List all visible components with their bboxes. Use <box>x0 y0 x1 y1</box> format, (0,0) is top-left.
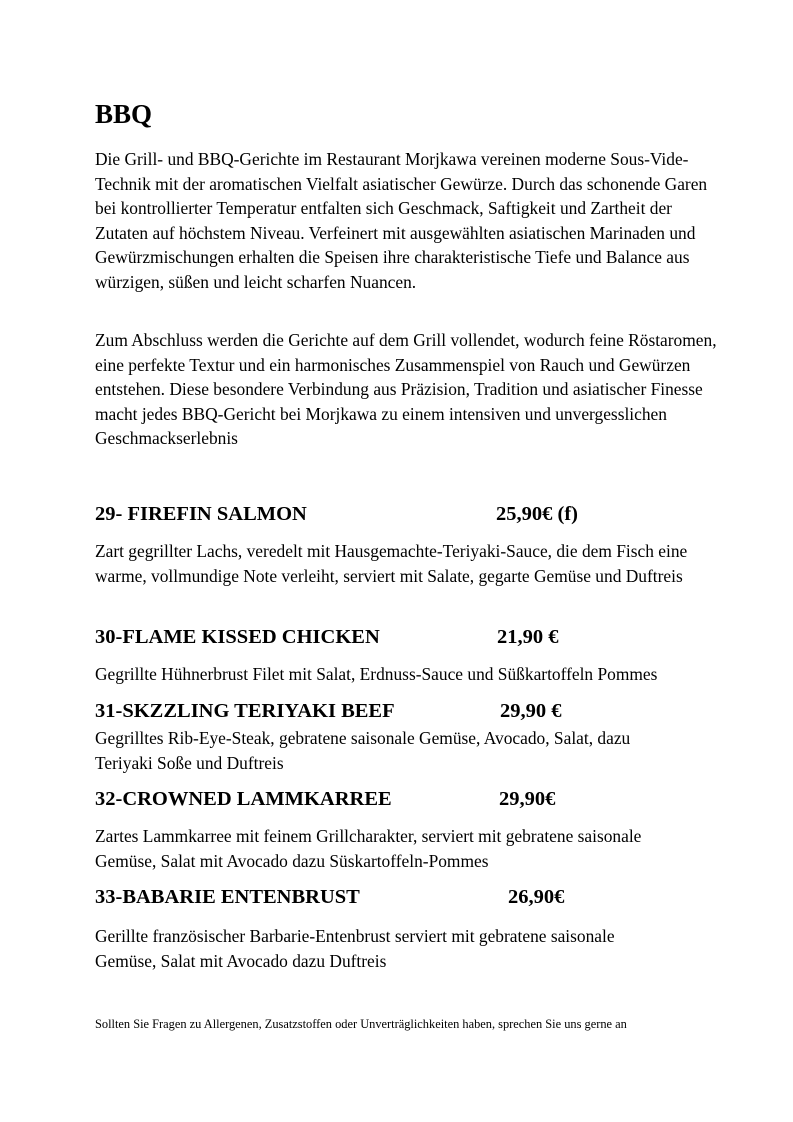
dish-price: 25,90€ (f) <box>496 503 578 525</box>
section-title: BBQ <box>95 99 153 129</box>
dish-description: Zartes Lammkarree mit feinem Grillcharakter, serviert mit gebratene saisonale Gemüse, Salat mit Avocado dazu Süskartoffeln-Pommes <box>95 826 642 871</box>
dish-price: 26,90€ <box>508 886 565 908</box>
dish-price: 29,90 € <box>500 700 562 722</box>
dish-name: 33-BABARIE ENTENBRUST <box>95 886 360 908</box>
intro-paragraph: Die Grill- und BBQ-Gerichte im Restaurant Morjkawa vereinen moderne Sous-Vide-Technik mit der aromatischen Vielfalt asiatischer Gewürze. Durch das schonende Garen bei kontrollierter Temperatur entfalten sich Geschmack, Saftigkeit und Zartheit der Zutaten auf höchstem Niveau. Verfeinert mit ausgewählten asiatischen Marinaden und Gewürzmischungen erhalten die Speisen ihre charakteristische Tiefe und Balance aus würzigen, süßen und leicht scharfen Nuancen. <box>95 149 708 292</box>
allergen-footnote: Sollten Sie Fragen zu Allergenen, Zusatzstoffen oder Unverträglichkeiten haben, sprechen Sie uns gerne an <box>95 1017 627 1031</box>
dish-description: Zart gegrillter Lachs, veredelt mit Hausgemachte-Teriyaki-Sauce, die dem Fisch eine warme, vollmundige Note verleiht, serviert mit Salate, gegarte Gemüse und Duftreis <box>95 541 688 586</box>
dish-name: 31-SKZZLING TERIYAKI BEEF <box>95 700 395 722</box>
dish-price: 21,90 € <box>497 626 559 648</box>
intro-paragraph: Zum Abschluss werden die Gerichte auf dem Grill vollendet, wodurch feine Röstaromen, eine perfekte Textur und ein harmonisches Zusammenspiel von Rauch und Gewürzen entstehen. Diese besondere Verbindung aus Präzision, Tradition und asiatischer Finesse macht jedes BBQ-Gericht bei Morjkawa zu einem intensiven und unvergesslichen Geschmackserlebnis <box>95 330 717 448</box>
dish-name: 30-FLAME KISSED CHICKEN <box>95 626 380 648</box>
dish-description: Gerillte französischer Barbarie-Entenbrust serviert mit gebratene saisonale Gemüse, Salat mit Avocado dazu Duftreis <box>95 926 615 971</box>
dish-description: Gegrilltes Rib-Eye-Steak, gebratene saisonale Gemüse, Avocado, Salat, dazu Teriyaki Soße und Duftreis <box>95 728 631 773</box>
dish-name: 32-CROWNED LAMMKARREE <box>95 788 392 810</box>
dish-description: Gegrillte Hühnerbrust Filet mit Salat, Erdnuss-Sauce und Süßkartoffeln Pommes <box>95 664 658 684</box>
dish-name: 29- FIREFIN SALMON <box>95 503 307 525</box>
dish-price: 29,90€ <box>499 788 556 810</box>
